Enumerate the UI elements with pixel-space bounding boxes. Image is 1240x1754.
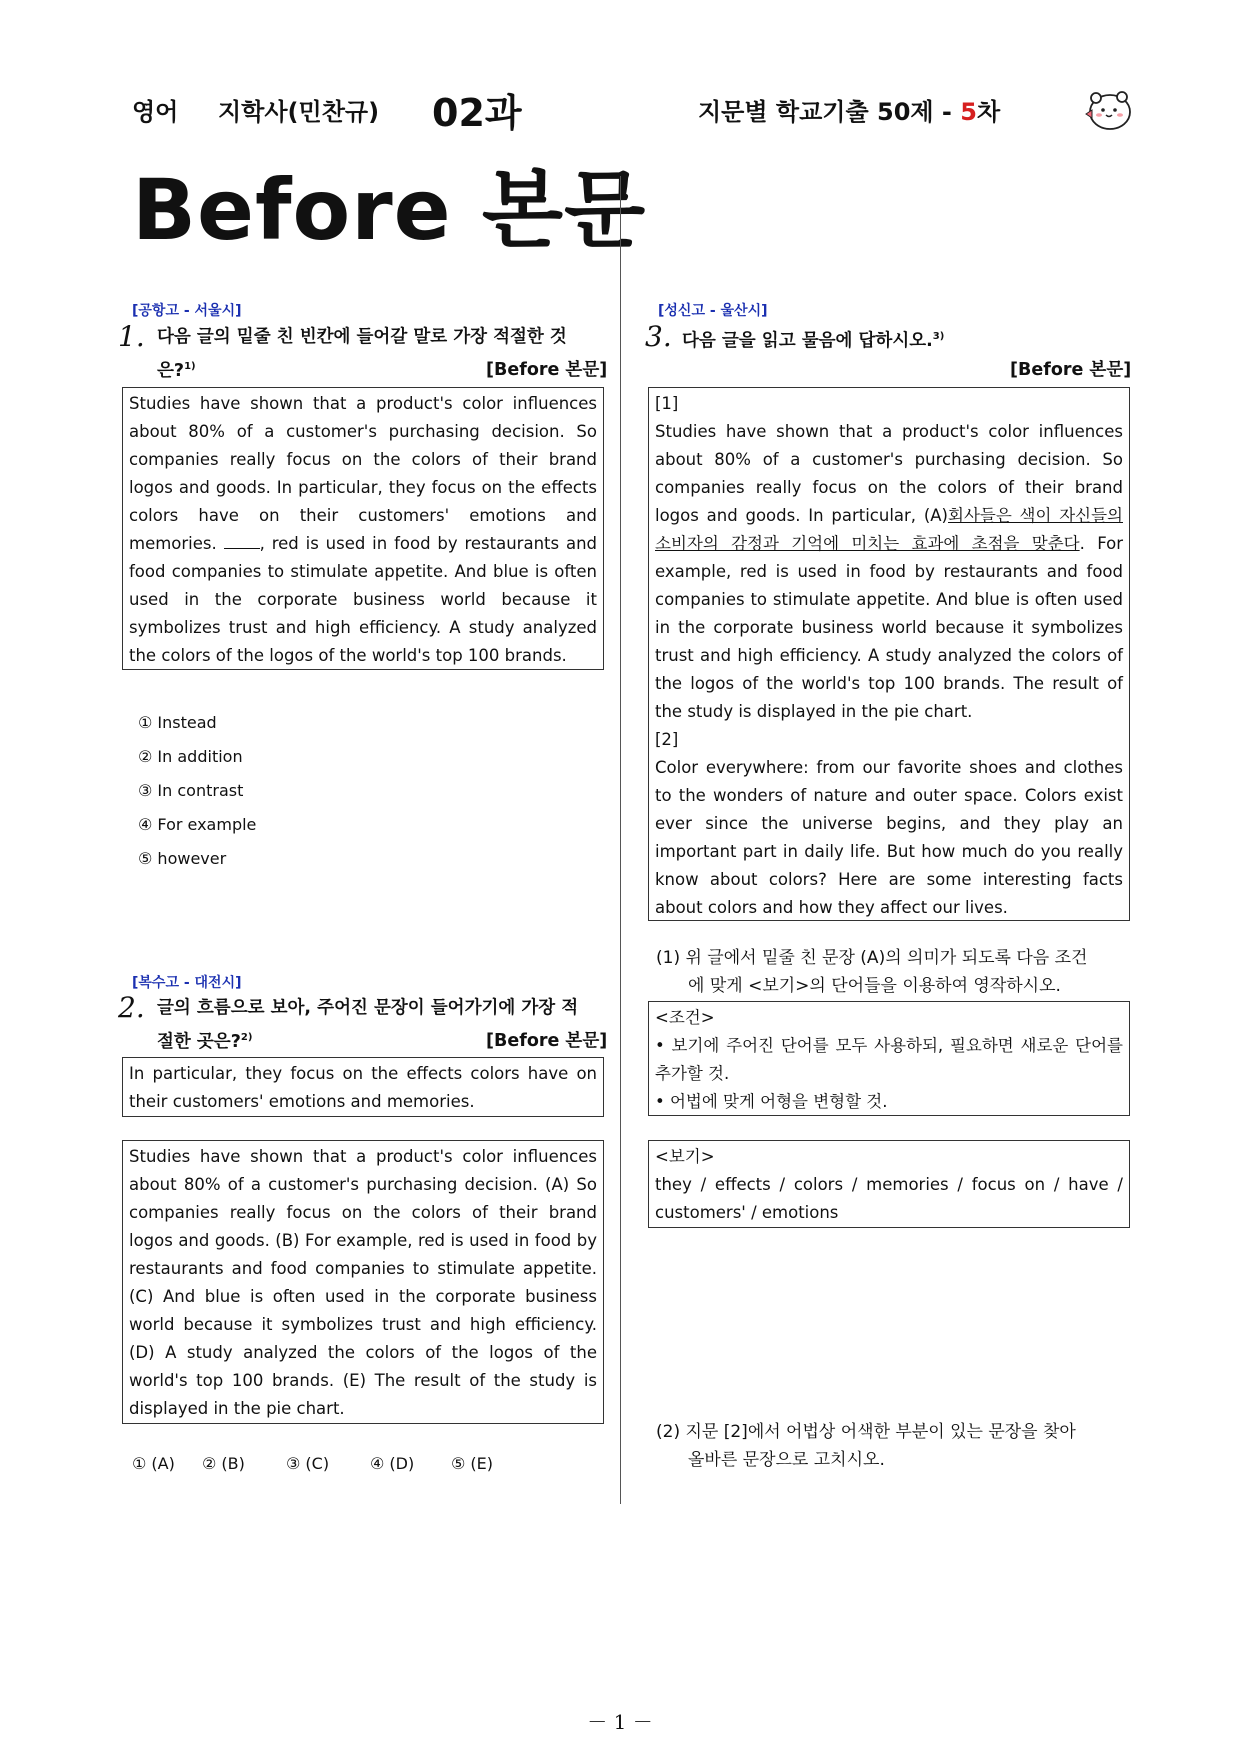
q3-p2: Color everywhere: from our favorite shoes and clothes to the wonders of nature and outer space. Colors exist ever since the universe begins, and they play an important part in daily life. But how much do you really know about colors? Here are some interesting facts about colors and how they affect our lives. — [655, 758, 1123, 917]
q2-passage: Studies have shown that a product's color influences about 80% of a customer's purchasing decision. (A) So companies really focus on the colors of their brand logos and goods. (B) For example, red is used in food by restaurants and food companies to stimulate appetite. (C) And blue is often used in the corporate business world because it symbolizes trust and high efficiency. (D) A study analyzed the colors of the logos of the world's top 100 brands. (E) The result of the study is displayed in the pie chart. — [129, 1147, 597, 1418]
q2-tag: [Before 본문] — [486, 1031, 608, 1051]
q1-number: 1. — [118, 320, 145, 353]
q3-condition-box — [648, 1001, 1130, 1116]
subject-label: 영어 — [132, 98, 179, 126]
q1-choice-1[interactable]: ① Instead — [138, 713, 217, 732]
q3-p1-label: [1] — [655, 394, 679, 413]
page-title: Before 본문 — [132, 161, 647, 259]
q2-passage-box — [122, 1140, 604, 1424]
series-round-unit: 차 — [976, 98, 1001, 126]
series-round-number: 5 — [960, 98, 977, 126]
q3-condition-title: <조건> — [655, 1008, 715, 1027]
q3-source: [성신고 - 울산시] — [658, 303, 768, 319]
q2-choice-5[interactable]: ⑤ (E) — [451, 1454, 494, 1473]
q3-underlined-sentence-a: 회사들은 색이 자신들의 소비자의 감정과 기억에 미치는 효과에 초점을 맞춘다 — [655, 506, 1123, 553]
q3-sub1-line1: (1) 위 글에서 밑줄 친 문장 (A)의 의미가 되도록 다음 조건 — [656, 948, 1088, 968]
q3-question — [682, 322, 944, 356]
q2-given-sentence-box — [122, 1057, 604, 1117]
q1-passage-part2: , red is used in food by restaurants and food companies to stimulate appetite. And blue is often used in the corporate business world because it symbolizes trust and high efficiency. A study analyzed the colors of the logos of the world's top 100 brands. — [129, 534, 598, 665]
q2-question-text: 절한 곳은? — [157, 1031, 241, 1052]
column-divider — [620, 176, 621, 1504]
page-number: － 1 － — [587, 1710, 653, 1734]
q1-question-line1: 다음 글의 밑줄 친 빈칸에 들어갈 말로 가장 적절한 것 — [157, 327, 567, 347]
q1-choice-4[interactable]: ④ For example — [138, 815, 257, 834]
q3-bogi-box — [648, 1140, 1130, 1228]
q3-question-text: 다음 글을 읽고 물음에 답하시오. — [682, 330, 933, 351]
q1-choice-3[interactable]: ③ In contrast — [138, 781, 244, 800]
q3-p1 — [655, 418, 1123, 726]
q1-tag: [Before 본문] — [486, 360, 608, 380]
publisher-label: 지학사(민찬규) — [218, 98, 380, 126]
q3-p1-part2: . For example, red is used in food by restaurants and food companies to stimulate appetite. And blue is often used in the corporate business world because it symbolizes trust and high efficiency. A study analyzed the colors of the logos of the world's top 100 brands. The result of the study is displayed in the pie chart. — [655, 534, 1123, 721]
q2-number: 2. — [118, 991, 145, 1024]
q1-question-text: 은? — [157, 360, 185, 381]
q2-choice-2[interactable]: ② (B) — [202, 1454, 245, 1473]
q1-choice-2[interactable]: ② In addition — [138, 747, 243, 766]
q1-passage — [129, 390, 597, 670]
q3-tag: [Before 본문] — [1010, 360, 1132, 380]
q2-choice-1[interactable]: ① (A) — [132, 1454, 175, 1473]
q1-passage-part1: Studies have shown that a product's color influences about 80% of a customer's purchasing decision. So companies really focus on the colors of their brand logos and goods. In particular, they focus on the effects colors have on their customers' emotions and memories. — [129, 394, 597, 553]
series-label — [698, 92, 1000, 127]
q2-question-line2 — [157, 1023, 252, 1057]
q3-passage-box — [648, 387, 1130, 921]
q3-number: 3. — [645, 320, 672, 353]
q3-bogi-words: they / effects / colors / memories / focus on / have / customers' / emotions — [655, 1175, 1123, 1222]
smiling-bear-icon — [1082, 88, 1134, 132]
q3-p2-label: [2] — [655, 730, 679, 749]
q1-passage-box — [122, 387, 604, 670]
q2-given-sentence: In particular, they focus on the effects colors have on their customers' emotions and memories. — [129, 1064, 597, 1111]
q1-footnote: 1) — [184, 361, 196, 372]
q1-source: [공항고 - 서울시] — [132, 303, 242, 319]
q3-condition-2: • 어법에 맞게 어형을 변형할 것. — [655, 1092, 888, 1111]
q3-condition-1: • 보기에 주어진 단어를 모두 사용하되, 필요하면 새로운 단어를 추가할 것. — [655, 1036, 1123, 1083]
q1-question-line2 — [157, 352, 196, 386]
q3-p1-part1: Studies have shown that a product's color influences about 80% of a customer's purchasing decision. So companies really focus on the colors of their brand logos and goods. In particular, (A) — [655, 422, 1123, 525]
q2-choice-4[interactable]: ④ (D) — [370, 1454, 415, 1473]
q2-question-line1: 글의 흐름으로 보아, 주어진 문장이 들어가기에 가장 적 — [157, 998, 579, 1018]
q3-bogi-title: <보기> — [655, 1147, 715, 1166]
q2-choice-3[interactable]: ③ (C) — [286, 1454, 330, 1473]
q3-sub2-line1: (2) 지문 [2]에서 어법상 어색한 부분이 있는 문장을 찾아 — [656, 1422, 1076, 1442]
q3-sub2-line2: 올바른 문장으로 고치시오. — [688, 1450, 885, 1470]
series-text: 지문별 학교기출 50제 - — [698, 98, 952, 126]
q3-sub1-line2: 에 맞게 <보기>의 단어들을 이용하여 영작하시오. — [688, 976, 1061, 996]
q1-blank — [224, 532, 260, 549]
q3-footnote: 3) — [932, 331, 945, 342]
lesson-label: 02과 — [432, 91, 522, 135]
q2-source: [복수고 - 대전시] — [132, 975, 242, 991]
q1-choice-5[interactable]: ⑤ however — [138, 849, 227, 868]
q2-footnote: 2) — [240, 1032, 253, 1043]
